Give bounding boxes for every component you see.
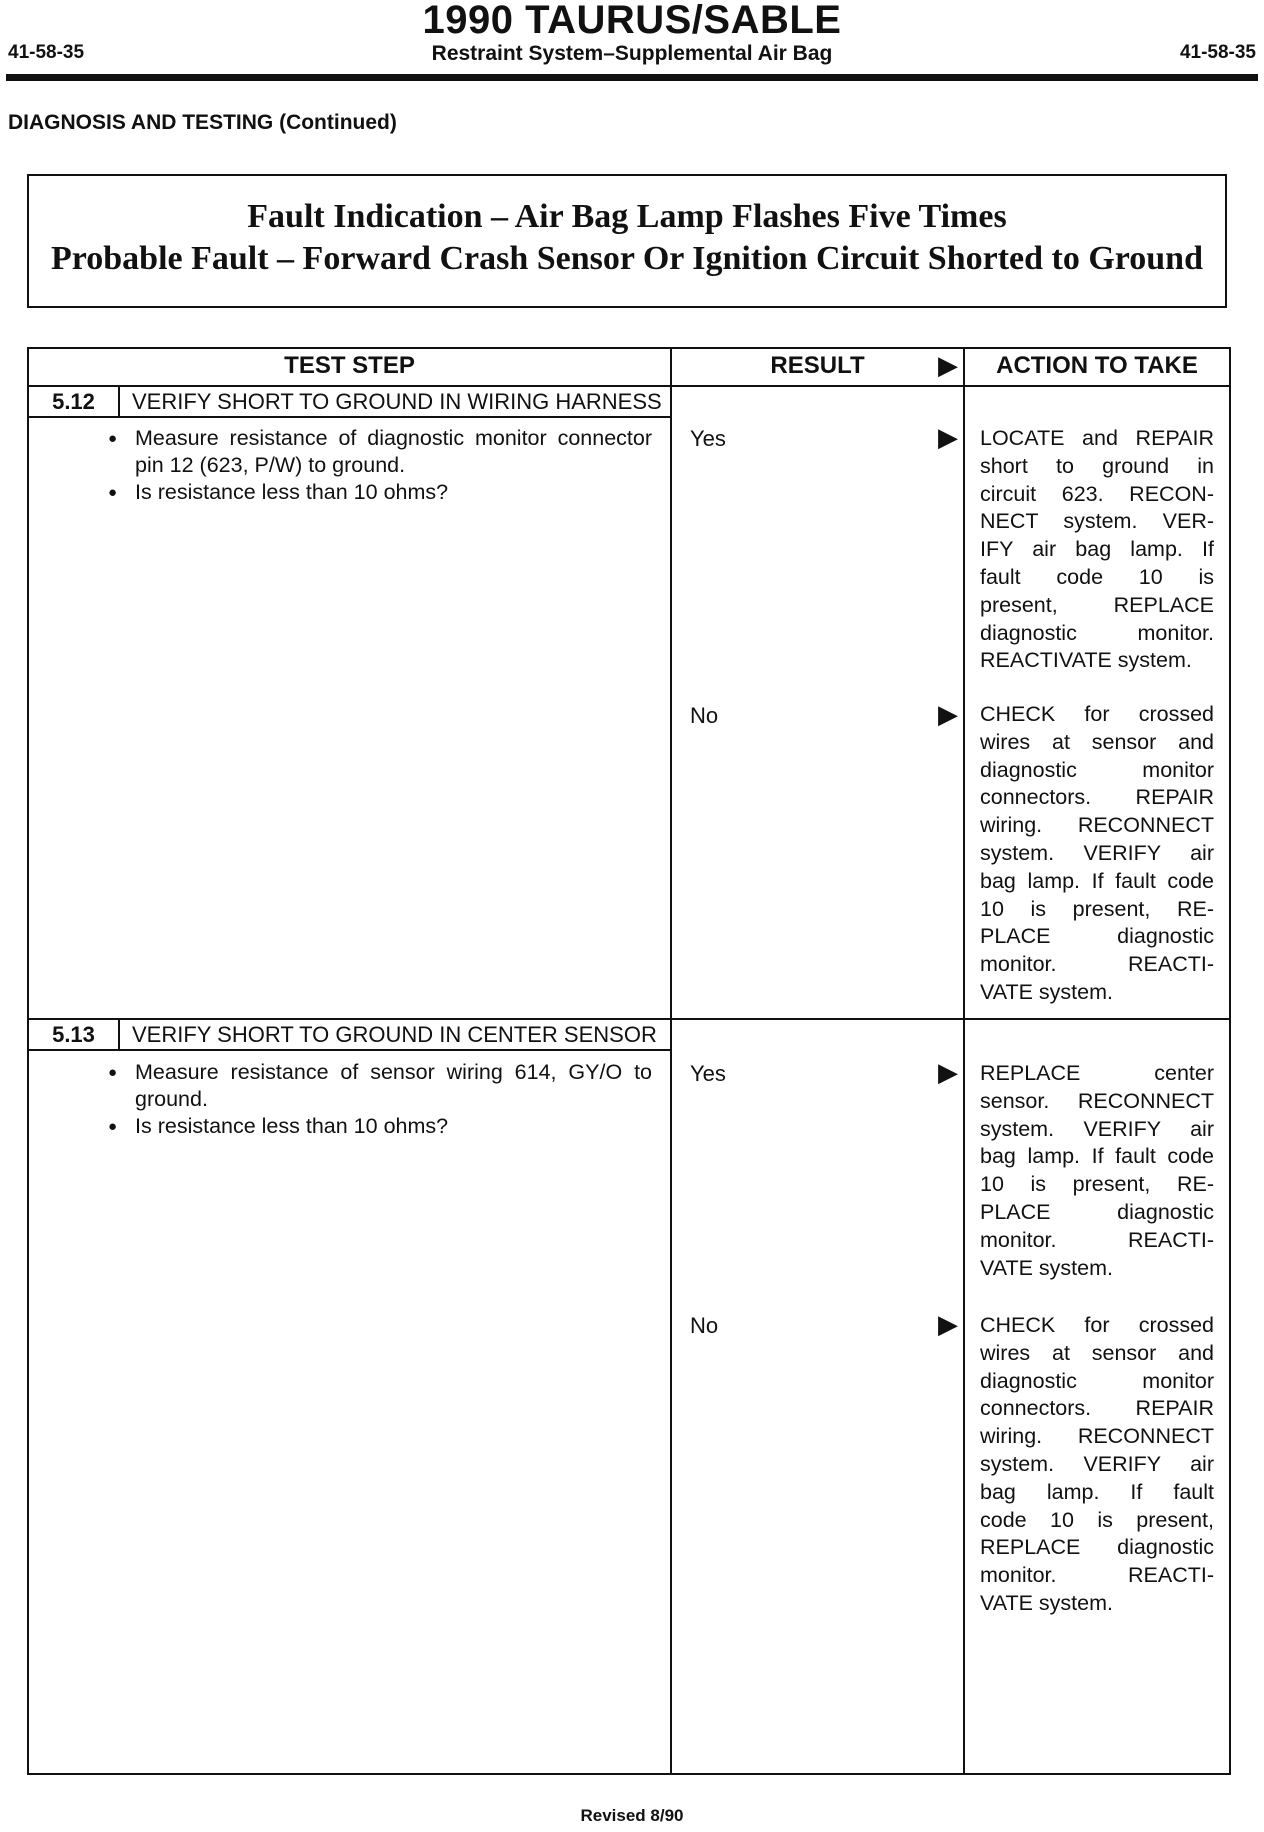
col-header-result: RESULT: [770, 352, 865, 379]
header-rule: [6, 74, 1258, 81]
result-no: No: [690, 1313, 719, 1338]
step-title: VERIFY SHORT TO GROUND IN WIRING HARNESS: [132, 389, 662, 414]
page-number-right: 41-58-35: [1179, 42, 1256, 63]
result-no: No: [690, 703, 719, 728]
fault-indication: Fault Indication – Air Bag Lamp Flashes Five Times: [247, 198, 1007, 235]
instruction-item: ● Measure resistance of sensor wiring 614, GY/O to ground.: [100, 1059, 652, 1113]
arrow-icon: ▶: [938, 350, 958, 380]
step-5-13-title-underline: [27, 1049, 672, 1051]
arrow-icon: ▶: [938, 699, 958, 729]
column-divider-action: [963, 347, 965, 1775]
result-yes: Yes: [690, 426, 726, 451]
step-5-12-number-divider: [118, 386, 120, 417]
step-number: 5.12: [52, 389, 95, 414]
page-number-left: 41-58-35: [8, 42, 85, 63]
revision-footer: Revised 8/90: [580, 1806, 684, 1825]
instruction-item: ● Measure resistance of diagnostic monitor connector pin 12 (623, P/W) to ground.: [100, 425, 652, 479]
step-divider: [27, 1018, 1231, 1020]
column-divider-result: [670, 347, 672, 1775]
manual-subtitle: Restraint System–Supplemental Air Bag: [431, 42, 833, 65]
arrow-icon: ▶: [938, 422, 958, 452]
section-heading: DIAGNOSIS AND TESTING (Continued): [8, 111, 397, 134]
action-text: REPLACE center sensor. RECONNECT system. VERIFY air bag lamp. If fault code 10 is present, RE- PLACE diagnostic monitor. REACTI- VATE system.: [980, 1061, 1214, 1280]
step-5-12-title-underline: [27, 416, 672, 418]
manual-title: 1990 TAURUS/SABLE: [422, 0, 842, 42]
step-number: 5.13: [52, 1022, 95, 1047]
step-5-13-number-divider: [118, 1019, 120, 1050]
step-5-12-instructions: [100, 425, 652, 506]
probable-fault: Probable Fault – Forward Crash Sensor Or Ignition Circuit Shorted to Ground: [51, 240, 1203, 277]
result-yes: Yes: [690, 1061, 726, 1086]
col-header-test-step: TEST STEP: [284, 352, 415, 379]
col-header-action: ACTION TO TAKE: [996, 352, 1198, 379]
header-row-divider: [27, 385, 1231, 387]
step-5-13-instructions: [100, 1059, 652, 1140]
instruction-item: ● Is resistance less than 10 ohms?: [100, 479, 652, 506]
action-text: CHECK for crossed wires at sensor and diagnostic monitor connectors. REPAIR wiring. RECONNECT system. VERIFY air bag lamp. If fault code 10 is present, RE- PLACE diagnostic monitor. REACTI- VATE system.: [980, 702, 1214, 1004]
arrow-icon: ▶: [938, 1309, 958, 1339]
action-text: LOCATE and REPAIR short to ground in circuit 623. RECON- NECT system. VER- IFY air bag lamp. If fault code 10 is present, REPLACE diagnostic monitor. REACTIVATE system.: [980, 426, 1214, 673]
fault-box: [27, 174, 1227, 308]
action-text: CHECK for crossed wires at sensor and diagnostic monitor connectors. REPAIR wiring. RECONNECT system. VERIFY air bag lamp. If fault code 10 is present, REPLACE diagnostic monitor. REACTI- VATE system.: [980, 1313, 1214, 1615]
arrow-icon: ▶: [938, 1057, 958, 1087]
instruction-item: ● Is resistance less than 10 ohms?: [100, 1113, 652, 1140]
step-title: VERIFY SHORT TO GROUND IN CENTER SENSOR: [132, 1022, 657, 1047]
